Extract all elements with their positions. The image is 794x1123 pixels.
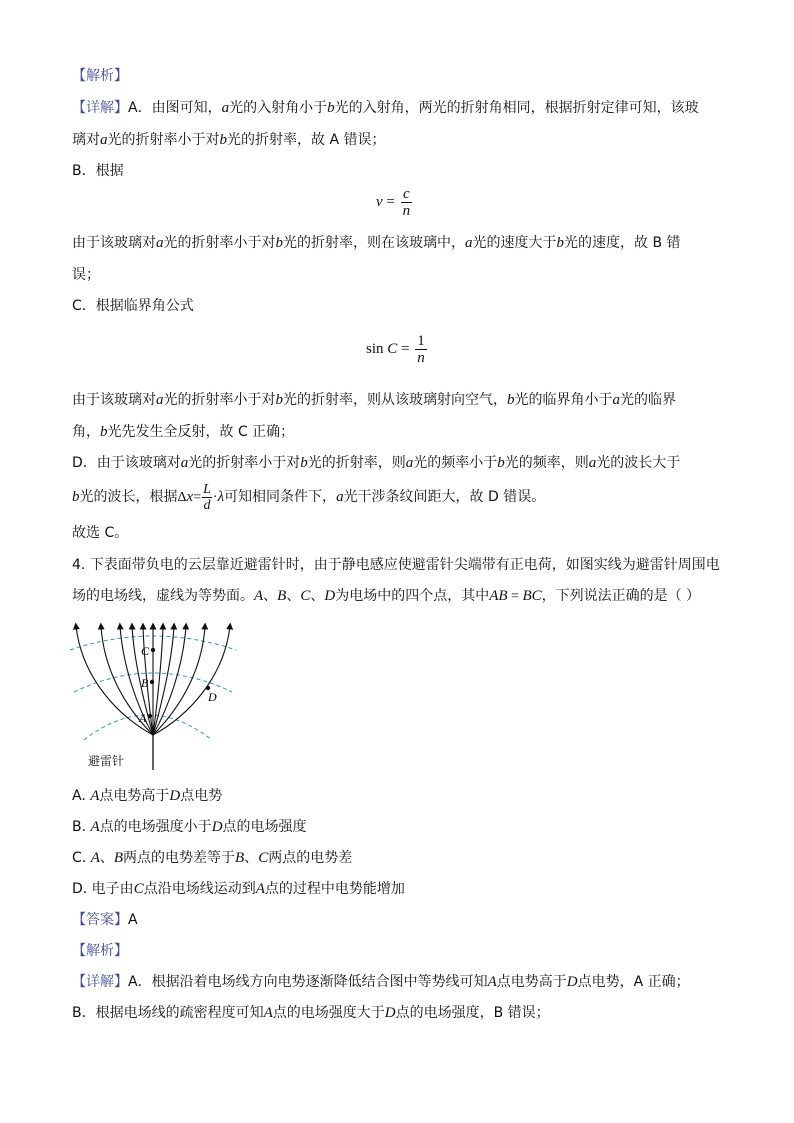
text: A．由图可知，	[128, 100, 222, 116]
var: a	[336, 489, 344, 505]
var: b	[72, 489, 80, 505]
var: C	[258, 850, 269, 866]
text: 光的折射率，则	[307, 455, 406, 471]
text: 点电势高于	[496, 974, 567, 990]
formula-x: x	[186, 489, 194, 505]
var: b	[100, 424, 108, 440]
detail-c-line-3	[72, 423, 294, 441]
analysis-heading: 【解析】	[72, 68, 128, 84]
formula-var: C	[387, 340, 398, 357]
detail-b-line-3: 误；	[72, 267, 100, 283]
var: a	[156, 235, 164, 251]
var: D	[324, 588, 336, 604]
var: B	[235, 850, 245, 866]
text: 场的电场线，虚线为等势面。	[72, 588, 254, 604]
text: 光的折射率小于对	[107, 132, 220, 148]
text: 光的波长，根据	[79, 489, 178, 505]
text: 两点的电势差等于	[123, 850, 236, 866]
formula-fraction	[202, 482, 212, 513]
var: b	[507, 392, 515, 408]
text: 光的折射率，则在该玻璃中，	[283, 235, 465, 251]
field-points	[148, 648, 210, 718]
var: a	[465, 235, 473, 251]
point-c-dot	[151, 648, 155, 652]
formula-sin: sin	[366, 340, 384, 357]
var: b	[556, 235, 564, 251]
detail-d-line-2	[72, 481, 545, 514]
text: ，下列说法正确的是（ ）	[541, 588, 701, 604]
formula-fraction	[415, 333, 427, 366]
text: 点的电场强度	[222, 819, 307, 835]
text: 点的过程中电势能增加	[264, 881, 405, 897]
detail-c-line-1: C．根据临界角公式	[72, 298, 194, 314]
var: b	[275, 235, 283, 251]
point-b-dot	[150, 680, 154, 684]
var: BC	[522, 588, 542, 604]
text: 光的速度，故 B 错	[564, 235, 681, 251]
detail-b-line-2	[72, 234, 681, 252]
option-letter: C.	[72, 850, 91, 866]
var: C	[300, 588, 311, 604]
q4-stem-line-1: 4. 下表面带负电的云层靠近避雷针时，由于静电感应使避雷针尖端带有正电荷，如图实线为避雷针周围电	[72, 557, 720, 573]
detail-heading: 【详解】	[72, 974, 128, 990]
text: 点电势，A 正确；	[577, 974, 690, 990]
text: 由于该玻璃对	[72, 392, 156, 408]
text: 光的折射率小于对	[163, 392, 276, 408]
detail-a-line-2	[72, 131, 385, 149]
formula-lhs: v	[376, 193, 383, 210]
var: b	[219, 132, 227, 148]
text: 光的入射角，两光的折射角相同，根据折射定律可知，该玻	[334, 100, 699, 116]
text: 、	[244, 850, 259, 866]
formula-dot: ·	[212, 490, 218, 505]
point-a-label: A	[139, 711, 147, 725]
var: a	[100, 132, 108, 148]
formula-eq: =	[386, 193, 395, 210]
var: b	[497, 455, 505, 471]
lightning-rod-label: 避雷针	[88, 754, 125, 768]
text: 、	[263, 588, 278, 604]
var: D	[211, 819, 223, 835]
formula-fraction	[401, 186, 413, 219]
point-a-dot	[148, 714, 152, 718]
text: 点电势高于	[99, 788, 170, 804]
var: D	[566, 974, 578, 990]
text: 由于该玻璃对	[72, 235, 156, 251]
detail-c-line-2	[72, 391, 676, 409]
field-line	[153, 626, 186, 735]
formula-velocity	[376, 186, 414, 219]
var: a	[180, 455, 189, 471]
var: b	[275, 392, 283, 408]
text: 光的波长大于	[596, 455, 681, 471]
text: 光的频率小于	[413, 455, 498, 471]
text: A．根据沿着电场线方向电势逐渐降低结合图中等势线可知	[128, 974, 488, 990]
q4-detail-b	[72, 1004, 550, 1022]
point-d-label: D	[208, 690, 217, 704]
formula-eq: =	[401, 340, 410, 357]
text: 光的临界角小于	[514, 392, 613, 408]
text: 光的速度大于	[472, 235, 557, 251]
option-letter: A.	[72, 788, 91, 804]
var: a	[405, 455, 414, 471]
var: A	[90, 850, 100, 866]
answer-value: A	[128, 912, 138, 928]
var: C	[133, 881, 144, 897]
var: a	[156, 392, 164, 408]
denominator: n	[417, 350, 425, 366]
text: 点的电场强度大于	[272, 1005, 385, 1021]
option-letter: D. 电子由	[72, 881, 134, 897]
text: B．根据电场线的疏密程度可知	[72, 1005, 264, 1021]
var: A	[487, 974, 497, 990]
var: D	[169, 788, 181, 804]
text: 璃对	[72, 132, 100, 148]
text: 为电场中的四个点，其中	[335, 588, 490, 604]
var: B	[113, 850, 124, 866]
text: 、	[99, 850, 114, 866]
option-c	[72, 849, 352, 867]
equipotential-inner	[84, 715, 212, 740]
var: a	[612, 392, 620, 408]
q4-detail-a	[72, 973, 690, 991]
text: =	[507, 589, 523, 604]
text: 点的电场强度小于	[99, 819, 212, 835]
text: D．由于该玻璃对	[72, 455, 181, 471]
var: b	[300, 455, 308, 471]
numerator: c	[403, 186, 410, 202]
text: 、	[286, 588, 301, 604]
var: a	[221, 100, 230, 116]
option-d	[72, 880, 405, 898]
option-b	[72, 818, 307, 836]
formula-critical-angle	[366, 333, 429, 366]
text: 光干涉条纹间距大，故 D 错误。	[343, 489, 546, 505]
text: 光的折射率，故 A 错误；	[227, 132, 386, 148]
var: B	[277, 588, 287, 604]
formula-lambda: λ	[217, 489, 225, 505]
point-c-label: C	[141, 644, 150, 658]
denominator: n	[402, 203, 411, 219]
var: AB	[489, 588, 508, 604]
text: 光的折射率，则从该玻璃射向空气，	[283, 392, 507, 408]
text: 可知相同条件下，	[224, 489, 337, 505]
text: 光的入射角小于	[229, 100, 328, 116]
var: b	[327, 100, 335, 116]
var: A	[90, 819, 100, 835]
text: 光先发生全反射，故 C 正确；	[107, 424, 295, 440]
text: 两点的电势差	[268, 850, 353, 866]
answer-heading: 【答案】	[72, 912, 128, 928]
text: 光的折射率小于对	[188, 455, 301, 471]
q4-stem-line-2	[72, 587, 700, 606]
formula-delta: Δ	[177, 490, 187, 505]
denominator: d	[203, 497, 211, 513]
text: 点的电场强度，B 错误；	[395, 1005, 550, 1021]
numerator: 1	[417, 333, 425, 349]
text: 光的临界	[620, 392, 676, 408]
var: A	[263, 1005, 273, 1021]
text: 光的折射率小于对	[163, 235, 276, 251]
detail-d-line-1	[72, 454, 680, 472]
q4-analysis-heading: 【解析】	[72, 943, 128, 959]
detail-b-line-1: B．根据	[72, 163, 124, 179]
text: 光的频率，则	[504, 455, 589, 471]
detail-a-line-1	[72, 99, 699, 117]
text: 点电势	[180, 788, 223, 804]
var: D	[384, 1005, 396, 1021]
choose-line: 故选 C。	[72, 525, 129, 541]
var: A	[255, 881, 265, 897]
text: 角，	[72, 424, 100, 440]
detail-heading: 【详解】	[72, 100, 128, 116]
option-letter: B.	[72, 819, 91, 835]
point-b-label: B	[141, 676, 149, 690]
var: A	[254, 588, 264, 604]
option-a	[72, 787, 222, 805]
numerator: L	[203, 481, 211, 497]
formula-eq: =	[193, 490, 202, 505]
var: A	[90, 788, 100, 804]
text: 、	[310, 588, 325, 604]
var: a	[588, 455, 597, 471]
answer-line	[72, 911, 138, 929]
text: 点沿电场线运动到	[143, 881, 256, 897]
